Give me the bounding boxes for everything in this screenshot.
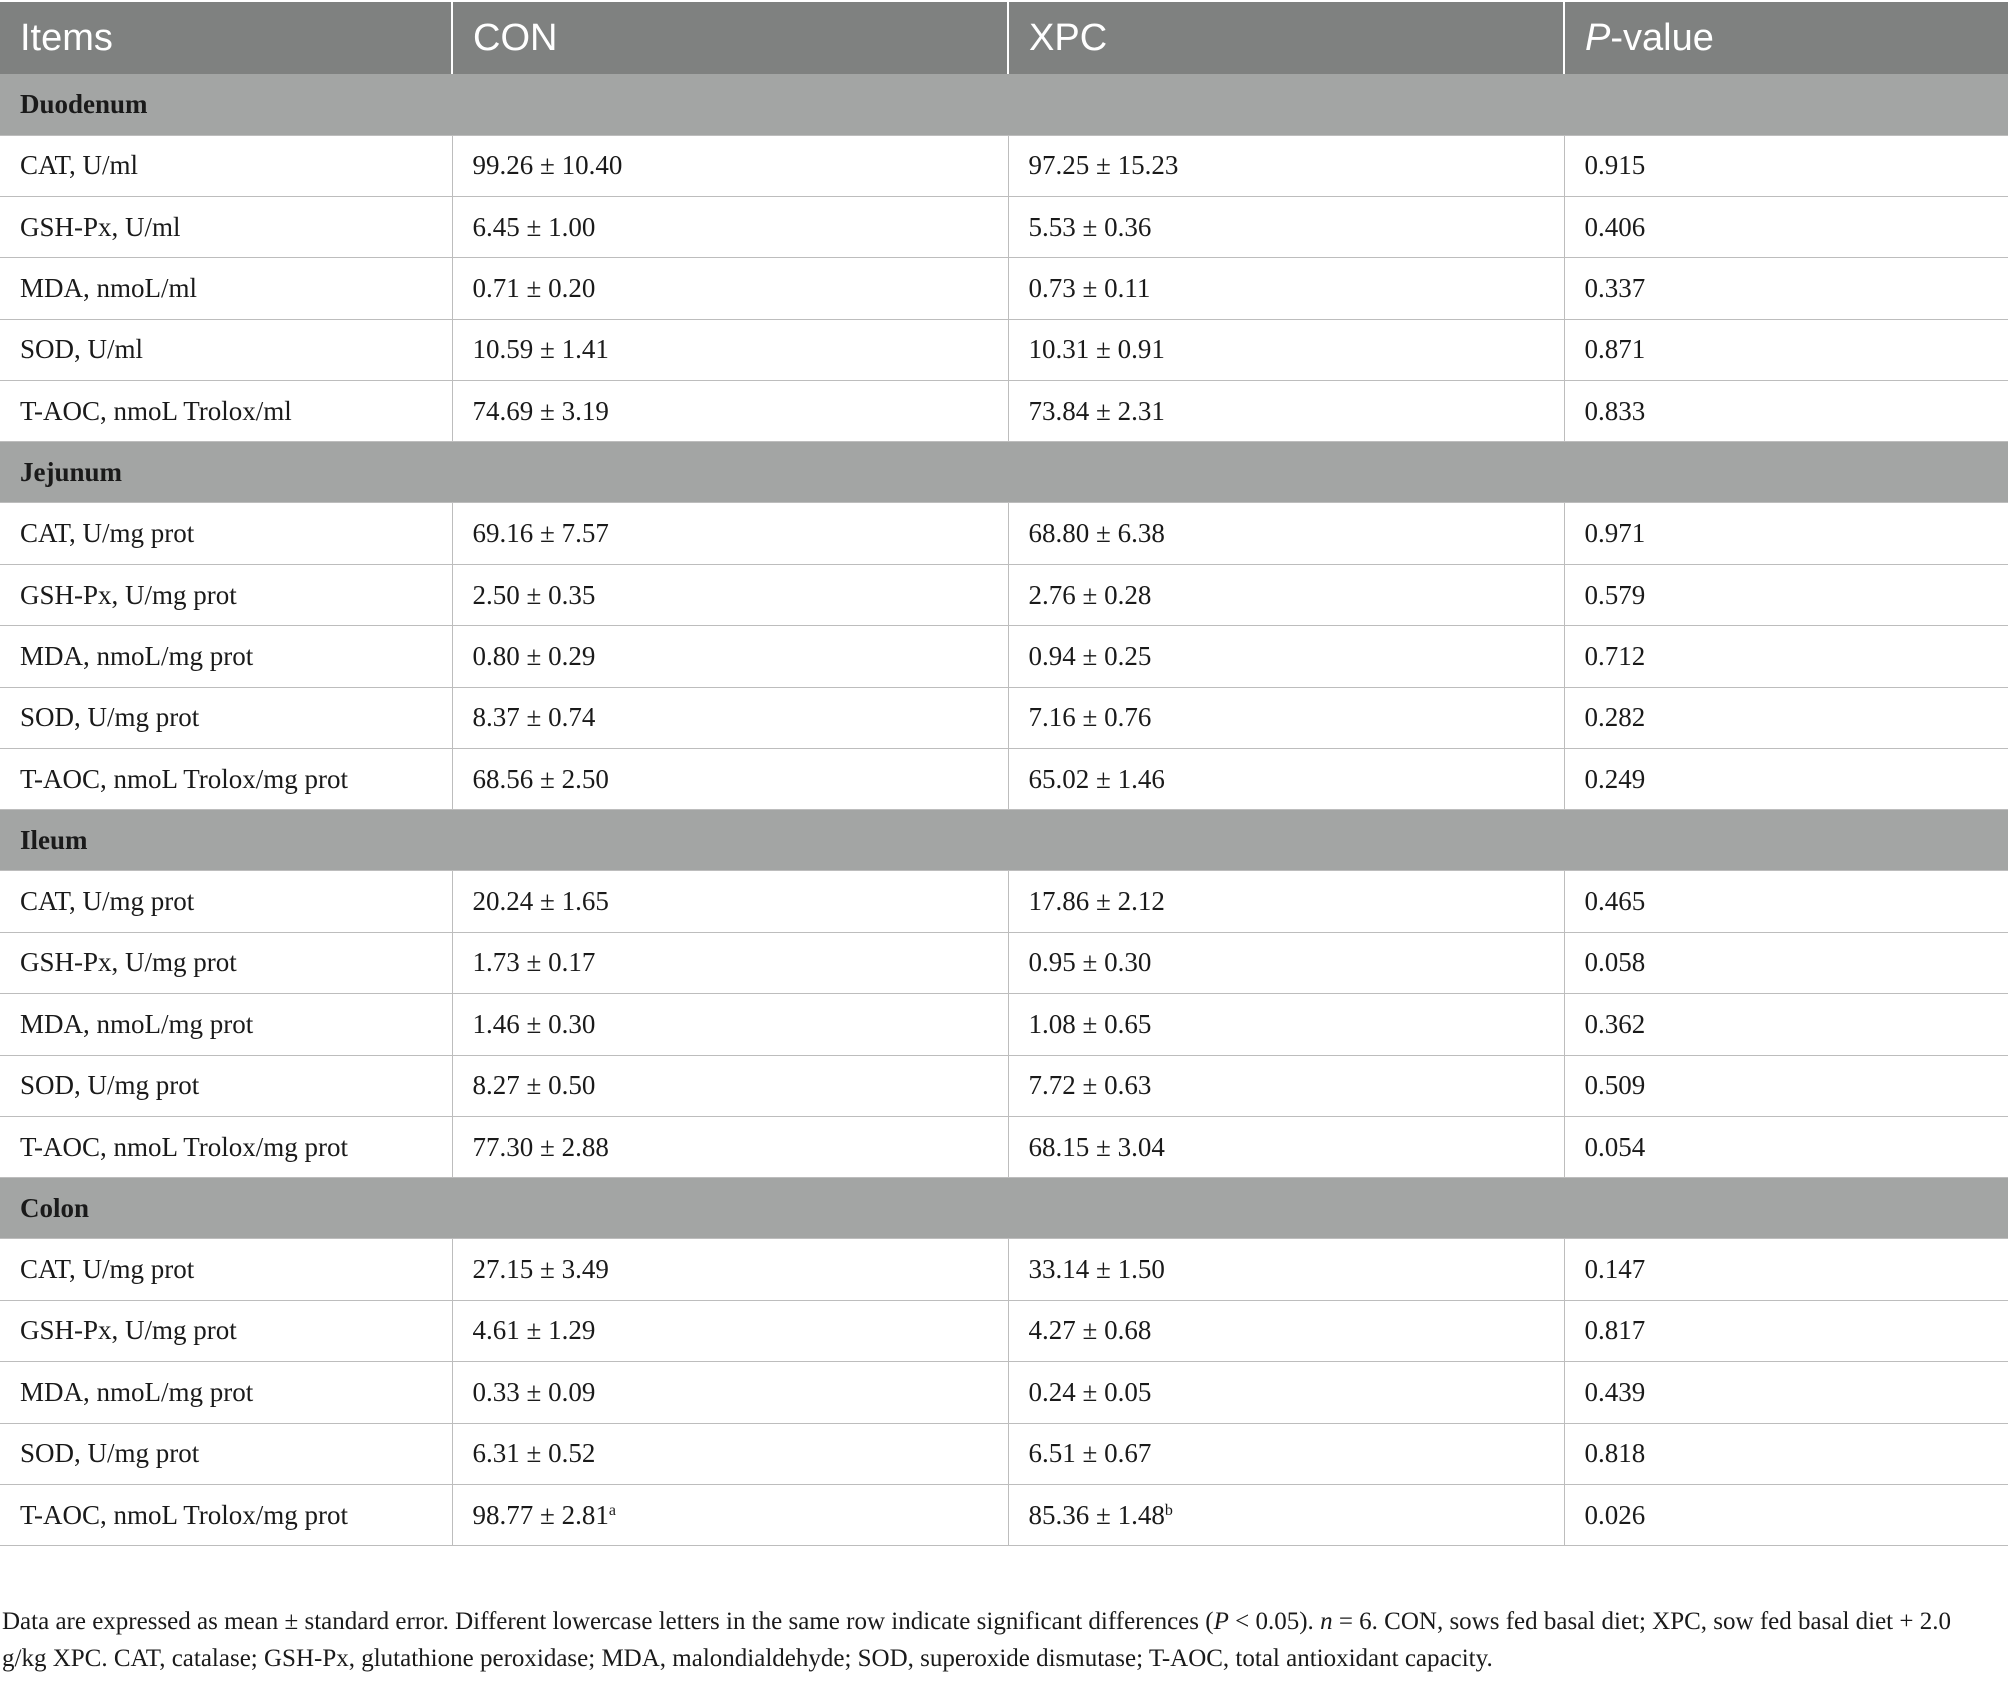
table-header (0, 2, 2008, 74)
cell-con-text: 27.15 ± 3.49 (472, 1254, 609, 1285)
cell-item (0, 932, 452, 993)
cell-con-text: 20.24 ± 1.65 (472, 886, 609, 917)
cell-xpc-text: 68.80 ± 6.38 (1028, 518, 1165, 549)
cell-xpc-text: 85.36 ± 1.48 (1028, 1499, 1165, 1530)
cell-xpc-text: 68.15 ± 3.04 (1028, 1131, 1165, 1162)
cell-xpc (1008, 196, 1564, 257)
cell-p-value (1564, 687, 2008, 748)
cell-item (0, 1239, 452, 1300)
header-con: CON (452, 2, 1008, 74)
footnote-part3: = 6. CON, sows fed basal diet; XPC, sow fed basal diet + 2.0 g/kg XPC. CAT, catalase; GSH-Px, glutathione peroxidase; MDA, malondialdehyde; SOD, superoxide dismutase; T-AOC, total antioxidant capacity. (2, 1608, 1951, 1672)
cell-item (0, 564, 452, 625)
cell-xpc (1008, 626, 1564, 687)
cell-xpc-text: 7.16 ± 0.76 (1028, 702, 1152, 733)
table-row (0, 932, 2008, 993)
cell-con-text: 10.59 ± 1.41 (472, 334, 609, 365)
cell-p-value-text: 0.147 (1584, 1254, 1646, 1285)
cell-item (0, 871, 452, 932)
table-row (0, 749, 2008, 810)
cell-con (452, 381, 1008, 442)
table-row (0, 1116, 2008, 1177)
cell-item-text: T-AOC, nmoL Trolox/ml (20, 395, 292, 426)
cell-con-text: 0.71 ± 0.20 (472, 272, 596, 303)
cell-p-value-text: 0.026 (1584, 1499, 1646, 1530)
cell-item-text: SOD, U/mg prot (20, 1438, 200, 1469)
cell-item-text: MDA, nmoL/ml (20, 272, 198, 303)
cell-item (0, 381, 452, 442)
cell-item-text: GSH-Px, U/mg prot (20, 579, 237, 610)
cell-p-value (1564, 626, 2008, 687)
cell-xpc (1008, 1484, 1564, 1545)
cell-xpc-text: 10.31 ± 0.91 (1028, 334, 1165, 365)
cell-con (452, 1423, 1008, 1484)
section-row (0, 442, 2008, 503)
cell-p-value-text: 0.337 (1584, 272, 1646, 303)
cell-item-text: MDA, nmoL/mg prot (20, 1008, 254, 1039)
cell-con (452, 258, 1008, 319)
table-row (0, 871, 2008, 932)
cell-con-text: 98.77 ± 2.81 (472, 1499, 609, 1530)
cell-p-value-text: 0.915 (1584, 150, 1646, 181)
cell-item-text: CAT, U/mg prot (20, 518, 195, 549)
cell-p-value (1564, 1362, 2008, 1423)
cell-p-value (1564, 994, 2008, 1055)
table-row (0, 1484, 2008, 1545)
cell-xpc (1008, 1055, 1564, 1116)
cell-p-value (1564, 1055, 2008, 1116)
cell-con-text: 0.33 ± 0.09 (472, 1376, 596, 1407)
cell-con-text: 99.26 ± 10.40 (472, 150, 623, 181)
cell-xpc-text: 5.53 ± 0.36 (1028, 211, 1152, 242)
cell-item-text: GSH-Px, U/ml (20, 211, 181, 242)
header-items: Items (0, 2, 452, 74)
cell-item (0, 1055, 452, 1116)
cell-con (452, 1055, 1008, 1116)
table-row (0, 319, 2008, 380)
cell-xpc-superscript: b (1164, 1501, 1173, 1519)
cell-p-value (1564, 871, 2008, 932)
cell-con-text: 77.30 ± 2.88 (472, 1131, 609, 1162)
cell-xpc (1008, 503, 1564, 564)
table-row (0, 1423, 2008, 1484)
header-p-rest: -value (1610, 16, 1714, 59)
table-row (0, 135, 2008, 196)
cell-con-text: 74.69 ± 3.19 (472, 395, 609, 426)
cell-con-text: 68.56 ± 2.50 (472, 763, 609, 794)
cell-xpc-text: 65.02 ± 1.46 (1028, 763, 1165, 794)
cell-xpc (1008, 871, 1564, 932)
cell-con (452, 1239, 1008, 1300)
cell-p-value-text: 0.871 (1584, 334, 1646, 365)
cell-item (0, 994, 452, 1055)
cell-item (0, 1116, 452, 1177)
cell-xpc-text: 0.94 ± 0.25 (1028, 640, 1152, 671)
header-xpc: XPC (1008, 2, 1564, 74)
cell-p-value (1564, 1239, 2008, 1300)
table-row (0, 1055, 2008, 1116)
cell-xpc-text: 6.51 ± 0.67 (1028, 1438, 1152, 1469)
table-row (0, 503, 2008, 564)
cell-p-value (1564, 319, 2008, 380)
cell-con (452, 994, 1008, 1055)
cell-item-text: T-AOC, nmoL Trolox/mg prot (20, 1499, 349, 1530)
cell-xpc-text: 73.84 ± 2.31 (1028, 395, 1165, 426)
cell-con-text: 8.37 ± 0.74 (472, 702, 596, 733)
section-row (0, 74, 2008, 135)
cell-item (0, 687, 452, 748)
table-row (0, 994, 2008, 1055)
cell-p-value-text: 0.054 (1584, 1131, 1646, 1162)
cell-item-text: SOD, U/mg prot (20, 1070, 200, 1101)
cell-p-value-text: 0.362 (1584, 1008, 1646, 1039)
cell-p-value (1564, 749, 2008, 810)
cell-item-text: SOD, U/ml (20, 334, 144, 365)
table-row (0, 196, 2008, 257)
cell-p-value (1564, 1423, 2008, 1484)
section-label: Jejunum (0, 442, 2008, 503)
cell-con (452, 626, 1008, 687)
cell-xpc (1008, 381, 1564, 442)
cell-con (452, 871, 1008, 932)
header-p-italic: P (1585, 16, 1611, 59)
table-row (0, 687, 2008, 748)
cell-p-value (1564, 1484, 2008, 1545)
table-row (0, 626, 2008, 687)
cell-xpc-text: 7.72 ± 0.63 (1028, 1070, 1152, 1101)
cell-p-value (1564, 135, 2008, 196)
cell-con (452, 1116, 1008, 1177)
cell-p-value-text: 0.439 (1584, 1376, 1646, 1407)
cell-con (452, 564, 1008, 625)
cell-p-value (1564, 381, 2008, 442)
cell-xpc (1008, 258, 1564, 319)
cell-xpc-text: 4.27 ± 0.68 (1028, 1315, 1152, 1346)
cell-con (452, 319, 1008, 380)
footnote-p-italic: P (1213, 1608, 1229, 1635)
cell-xpc-text: 0.95 ± 0.30 (1028, 947, 1152, 978)
cell-p-value-text: 0.282 (1584, 702, 1646, 733)
cell-p-value-text: 0.058 (1584, 947, 1646, 978)
table-row (0, 564, 2008, 625)
table-row (0, 1300, 2008, 1361)
antioxidant-table (0, 2, 2008, 1546)
cell-xpc (1008, 1116, 1564, 1177)
cell-item-text: MDA, nmoL/mg prot (20, 1376, 254, 1407)
footnote-part1: Data are expressed as mean ± standard error. Different lowercase letters in the same row indicate significant differences ( (2, 1608, 1214, 1635)
cell-p-value (1564, 1116, 2008, 1177)
cell-item-text: T-AOC, nmoL Trolox/mg prot (20, 763, 349, 794)
cell-xpc (1008, 1300, 1564, 1361)
cell-con (452, 135, 1008, 196)
cell-item (0, 626, 452, 687)
cell-con (452, 687, 1008, 748)
cell-con (452, 1362, 1008, 1423)
cell-item-text: MDA, nmoL/mg prot (20, 640, 254, 671)
cell-item-text: GSH-Px, U/mg prot (20, 1315, 237, 1346)
cell-con (452, 1300, 1008, 1361)
cell-xpc (1008, 319, 1564, 380)
cell-con (452, 1484, 1008, 1545)
cell-item (0, 196, 452, 257)
section-row (0, 1178, 2008, 1239)
cell-p-value-text: 0.249 (1584, 763, 1646, 794)
table-row (0, 1362, 2008, 1423)
cell-item-text: T-AOC, nmoL Trolox/mg prot (20, 1131, 349, 1162)
cell-con-text: 0.80 ± 0.29 (472, 640, 596, 671)
cell-p-value (1564, 258, 2008, 319)
cell-con (452, 503, 1008, 564)
cell-xpc-text: 0.24 ± 0.05 (1028, 1376, 1152, 1407)
cell-item (0, 1484, 452, 1545)
cell-item (0, 1300, 452, 1361)
cell-p-value-text: 0.833 (1584, 395, 1646, 426)
cell-xpc (1008, 1423, 1564, 1484)
cell-p-value-text: 0.579 (1584, 579, 1646, 610)
footnote-n-italic: n (1320, 1608, 1333, 1635)
cell-xpc (1008, 564, 1564, 625)
cell-p-value-text: 0.406 (1584, 211, 1646, 242)
cell-con-text: 4.61 ± 1.29 (472, 1315, 596, 1346)
cell-xpc-text: 33.14 ± 1.50 (1028, 1254, 1165, 1285)
cell-xpc (1008, 1239, 1564, 1300)
footnote-part2: < 0.05). (1228, 1608, 1321, 1635)
section-label: Duodenum (0, 74, 2008, 135)
cell-p-value (1564, 564, 2008, 625)
cell-xpc (1008, 135, 1564, 196)
cell-con-text: 6.45 ± 1.00 (472, 211, 596, 242)
cell-xpc (1008, 687, 1564, 748)
cell-p-value (1564, 932, 2008, 993)
section-label: Ileum (0, 810, 2008, 871)
cell-item (0, 749, 452, 810)
cell-con-superscript: a (608, 1501, 616, 1519)
cell-item-text: CAT, U/mg prot (20, 886, 195, 917)
cell-p-value-text: 0.712 (1584, 640, 1646, 671)
cell-xpc (1008, 1362, 1564, 1423)
cell-p-value (1564, 196, 2008, 257)
cell-con (452, 196, 1008, 257)
cell-con-text: 1.73 ± 0.17 (472, 947, 596, 978)
table-body (0, 74, 2008, 1546)
cell-item (0, 1423, 452, 1484)
cell-item (0, 1362, 452, 1423)
cell-con-text: 6.31 ± 0.52 (472, 1438, 596, 1469)
cell-item-text: CAT, U/mg prot (20, 1254, 195, 1285)
section-row (0, 810, 2008, 871)
cell-xpc-text: 2.76 ± 0.28 (1028, 579, 1152, 610)
cell-p-value-text: 0.465 (1584, 886, 1646, 917)
cell-item (0, 258, 452, 319)
cell-xpc-text: 1.08 ± 0.65 (1028, 1008, 1152, 1039)
cell-item (0, 319, 452, 380)
cell-xpc (1008, 932, 1564, 993)
cell-item (0, 503, 452, 564)
cell-item-text: CAT, U/ml (20, 150, 139, 181)
cell-item (0, 135, 452, 196)
cell-xpc-text: 0.73 ± 0.11 (1028, 272, 1151, 303)
cell-xpc (1008, 994, 1564, 1055)
cell-con-text: 1.46 ± 0.30 (472, 1008, 596, 1039)
cell-p-value-text: 0.818 (1584, 1438, 1646, 1469)
cell-con (452, 932, 1008, 993)
cell-p-value (1564, 503, 2008, 564)
cell-con-text: 8.27 ± 0.50 (472, 1070, 596, 1101)
table-footnote (2, 1603, 1992, 1677)
cell-p-value-text: 0.971 (1584, 518, 1646, 549)
table-row (0, 1239, 2008, 1300)
cell-item-text: GSH-Px, U/mg prot (20, 947, 237, 978)
cell-p-value-text: 0.817 (1584, 1315, 1646, 1346)
cell-xpc-text: 97.25 ± 15.23 (1028, 150, 1179, 181)
cell-p-value (1564, 1300, 2008, 1361)
cell-item-text: SOD, U/mg prot (20, 702, 200, 733)
section-label: Colon (0, 1178, 2008, 1239)
cell-xpc-text: 17.86 ± 2.12 (1028, 886, 1165, 917)
table-row (0, 258, 2008, 319)
cell-p-value-text: 0.509 (1584, 1070, 1646, 1101)
cell-con-text: 2.50 ± 0.35 (472, 579, 596, 610)
header-p-value (1564, 2, 2008, 74)
cell-con-text: 69.16 ± 7.57 (472, 518, 609, 549)
table-row (0, 381, 2008, 442)
cell-xpc (1008, 749, 1564, 810)
cell-con (452, 749, 1008, 810)
